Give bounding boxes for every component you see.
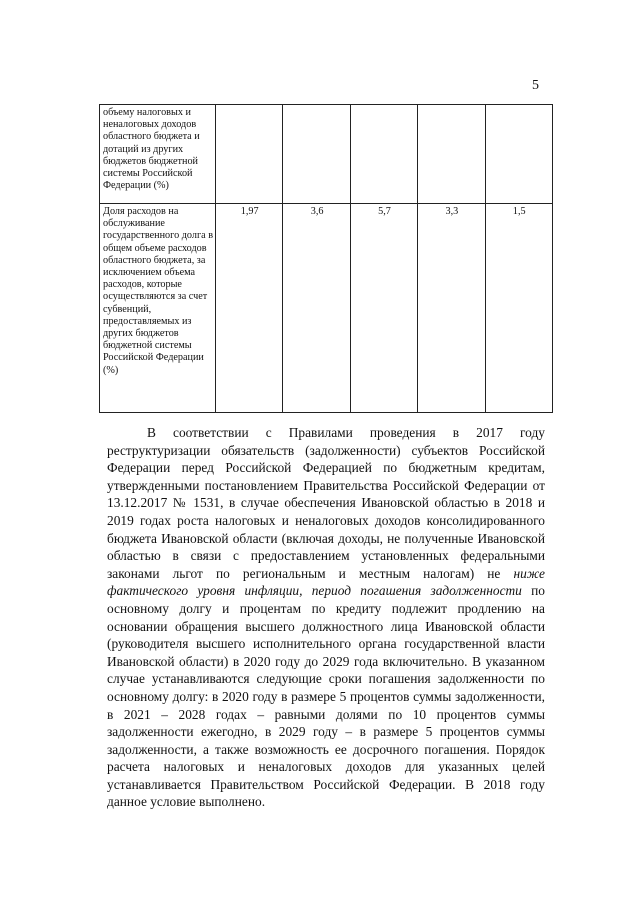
value-cell: 1,97 (216, 204, 283, 413)
value-cell (283, 105, 350, 204)
value-cell: 3,3 (418, 204, 485, 413)
paragraph-text: В соответствии с Правилами проведения в 2017 году реструктуризации обязательств (задолженности) субъектов Российской Федерации перед Российской Федерацией по бюджетным кредитам, утвержденными постановлением Правительства Российской Федерации от 13.12.2017 № 1531, в случае обеспечения Ивановской областью в 2018 и 2019 годах роста налоговых и неналоговых доходов консолидированного бюджета Ивановской области (включая доходы, не полученные Ивановской областью в связи с предоставлением установленных федеральными законами льгот по региональным и местным налогам) не (107, 425, 545, 581)
paragraph-text: по основному долгу и процентам по кредиту подлежит продлению на основании обращения высшего должностного лица Ивановской области (руководителя высшего исполнительного органа государственной власти Ивановской области) в 2020 году до 2029 года включительно. В указанном случае устанавливаются следующие сроки погашения задолженности по основному долгу: в 2020 году в размере 5 процентов суммы задолженности, в 2021 – 2028 годах – равными долями по 10 процентов суммы задолженности ежегодно, в 2029 году – в размере 5 процентов суммы задолженности, а также возможность ее досрочного погашения. Порядок расчета налоговых и неналоговых доходов для указанных целей устанавливается Правительством Российской Федерации. В 2018 году данное условие выполнено. (107, 583, 546, 810)
value-cell (418, 105, 485, 204)
value-cell: 5,7 (350, 204, 417, 413)
table-row (100, 204, 553, 413)
indicators-table (99, 104, 553, 413)
value-cell (216, 105, 283, 204)
page-number: 5 (532, 78, 539, 93)
value-cell: 3,6 (283, 204, 350, 413)
table-row (100, 105, 553, 204)
value-cell (350, 105, 417, 204)
value-cell (485, 105, 552, 204)
emphasized-text: ниже фактического уровня инфляции, период погашения задолженности (107, 565, 545, 599)
value-cell: 1,5 (485, 204, 552, 413)
row-label: объему налоговых и неналоговых доходов областного бюджета и дотаций из других бюджетов бюджетной системы Российской Федерации (%) (100, 105, 216, 204)
row-label: Доля расходов на обслуживание государственного долга в общем объеме расходов областного бюджета, за исключением объема расходов, которые осуществляются за счет субвенций, предоставляемых из других бюджетов бюджетной системы Российской Федерации (%) (100, 204, 216, 413)
body-paragraph (107, 424, 545, 811)
